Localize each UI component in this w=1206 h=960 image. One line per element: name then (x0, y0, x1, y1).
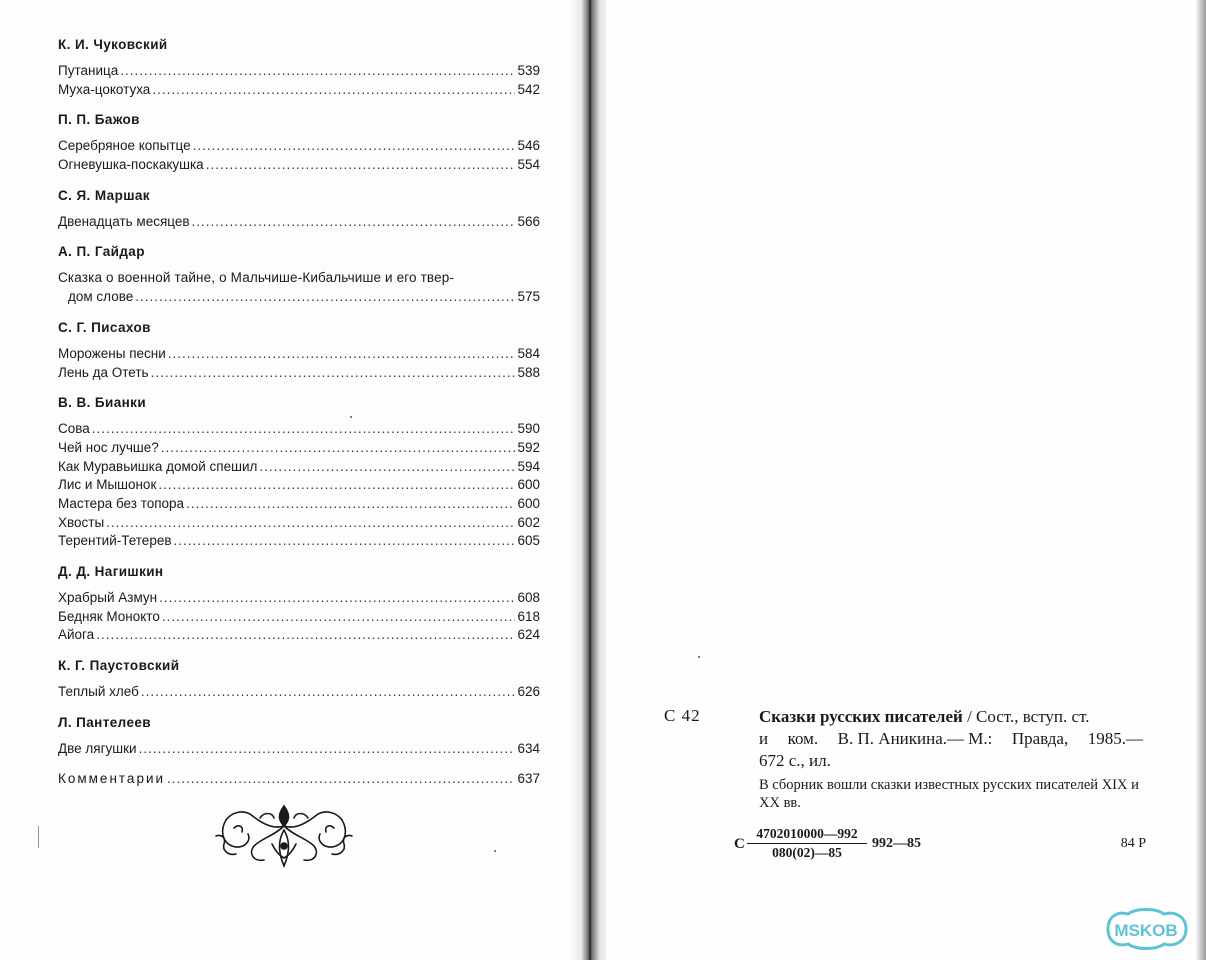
toc-entry-title: Бедняк Монокто (58, 608, 160, 624)
toc-author: К. Г. Паустовский (58, 658, 180, 674)
toc-sections (58, 36, 540, 758)
toc-entry-title: Муха-цокотуха (58, 81, 151, 97)
toc-entry[interactable] (58, 532, 540, 551)
toc-entry[interactable] (58, 364, 540, 383)
dot-leader (161, 439, 516, 458)
toc-entry[interactable] (58, 608, 540, 627)
toc-entry-title: Айога (58, 627, 95, 643)
floral-ornament-icon (212, 800, 356, 872)
toc-section (58, 243, 540, 306)
toc-section (58, 657, 540, 702)
toc-section (58, 111, 540, 174)
toc-entry-page: 539 (517, 63, 540, 78)
toc-entry-page: 600 (517, 477, 540, 493)
toc-entry-page: 605 (517, 533, 540, 549)
toc-entry-title: Хвосты (58, 514, 105, 530)
toc-author: Л. Пантелеев (58, 714, 151, 730)
toc-entry-title: Двенадцать месяцев (58, 213, 190, 229)
toc-entry[interactable] (58, 345, 540, 364)
toc-entry-title: Огневушка-поскакушка (58, 157, 204, 173)
page-edge (1196, 0, 1206, 960)
dot-leader (159, 589, 515, 608)
toc-entry-page: 626 (517, 684, 540, 700)
toc-entry-page: 588 (517, 364, 540, 380)
toc-entry-page: 618 (517, 608, 540, 624)
dot-leader (259, 458, 515, 477)
toc-section (58, 394, 540, 551)
toc-entry-page: 602 (517, 514, 540, 530)
toc-entry-page: 575 (517, 289, 540, 305)
bib-line-2 (759, 728, 1143, 750)
watermark-text: MSKOB (1114, 921, 1178, 940)
bib-responsibility: / Сост., вступ. ст. (962, 707, 1090, 726)
bib-word: ком. (787, 729, 819, 748)
scan-speck (350, 416, 352, 418)
toc-entry-title: Терентий-Тетерев (58, 533, 172, 549)
toc-section (58, 187, 540, 232)
book-title: Сказки русских писателей (759, 707, 963, 726)
bib-word: Правда, (1011, 729, 1069, 748)
toc-entry-title: Храбрый Азмун (58, 590, 158, 605)
toc-entry[interactable] (58, 420, 540, 439)
toc-section (58, 319, 540, 382)
toc-entry-title: Мастера без топора (58, 495, 185, 511)
toc-entry-title: Чей нос лучше? (58, 439, 159, 455)
dot-leader (192, 213, 516, 232)
bib-word: 1985.— (1087, 729, 1143, 748)
bib-word: В. П. Аникина.— М.: (837, 729, 993, 748)
toc-entry-page: 566 (517, 213, 540, 229)
toc-entry-page: 600 (517, 495, 540, 511)
toc-entry[interactable] (58, 439, 540, 458)
toc-entry-page: 554 (517, 157, 540, 173)
toc-entry[interactable] (58, 626, 540, 645)
toc-entry[interactable] (58, 476, 540, 495)
toc-entry-title: Лис и Мышонок (58, 477, 157, 493)
dot-leader (193, 137, 516, 156)
toc-entry[interactable] (58, 589, 540, 608)
toc-section (58, 714, 540, 759)
toc-entry[interactable] (58, 81, 540, 100)
toc-entry-title: Лень да Отеть (58, 364, 149, 380)
bib-line-1 (759, 706, 1143, 728)
left-page (0, 0, 585, 960)
toc-entry[interactable] (58, 288, 540, 307)
code-prefix: С (734, 836, 745, 852)
toc-comments-entry[interactable] (58, 770, 540, 789)
dot-leader (106, 514, 515, 533)
dot-leader (151, 364, 516, 383)
toc-entry-title[interactable]: Сказка о военной тайне, о Мальчише-Кибальчише и его твер- (58, 270, 455, 286)
code-numerator: 4702010000—992 (747, 826, 867, 844)
toc-entry-page: 594 (517, 458, 540, 474)
dot-leader (186, 495, 515, 514)
toc-author: С. Г. Писахов (58, 319, 151, 335)
scan-speck (494, 850, 496, 852)
bib-line-1-text (759, 706, 1089, 728)
toc-entry-page: 624 (517, 627, 540, 643)
dot-leader (158, 476, 515, 495)
price-code: 84 Р (1120, 836, 1146, 851)
toc-entry-page: 634 (517, 740, 540, 756)
toc-comments-page: 637 (517, 771, 540, 787)
annotation-text: В сборник вошли сказки известных русских писателей XIX и XX вв. (759, 777, 1139, 811)
dot-leader (139, 740, 516, 759)
toc-entry-title: Серебряное копытце (58, 138, 191, 154)
classification-code: С 42 (664, 706, 701, 725)
toc-entry-title: Теплый хлеб (58, 684, 139, 700)
toc-author: Д. Д. Нагишкин (58, 564, 164, 579)
scan-mark (38, 826, 39, 848)
toc-entry-title: дом слове (68, 289, 134, 305)
toc-entry[interactable] (58, 156, 540, 175)
dot-leader (96, 626, 515, 645)
toc-entry-page: 592 (517, 439, 540, 455)
toc-author: П. П. Бажов (58, 112, 140, 128)
toc-author: В. В. Бианки (58, 395, 147, 411)
toc-entry[interactable] (58, 495, 540, 514)
toc-comments-title: Комментарии (58, 771, 166, 787)
toc-entry[interactable] (58, 683, 540, 702)
dot-leader (135, 288, 515, 307)
bib-word: и (759, 729, 769, 748)
toc-entry[interactable] (58, 514, 540, 533)
toc-author: К. И. Чуковский (58, 37, 168, 52)
dot-leader (141, 683, 516, 702)
bibliographic-record (759, 706, 1143, 772)
code-denominator: 080(02)—85 (772, 845, 842, 860)
dot-leader (168, 345, 516, 364)
toc-author: А. П. Гайдар (58, 244, 145, 260)
toc-entry-title: Как Муравьишка домой спешил (58, 458, 258, 474)
bib-extent: 672 с., ил. (759, 751, 831, 770)
toc-entry[interactable] (58, 137, 540, 156)
toc-entry[interactable] (58, 740, 540, 759)
table-of-contents (58, 36, 540, 789)
code-tail: 992—85 (872, 836, 921, 851)
toc-entry-title: Две лягушки (58, 740, 137, 756)
dot-leader (120, 62, 515, 81)
toc-entry-title: Путаница (58, 63, 119, 78)
toc-entry[interactable] (58, 62, 540, 81)
scan-speck (698, 656, 700, 658)
toc-entry[interactable] (58, 213, 540, 232)
toc-section (58, 563, 540, 645)
dot-leader (174, 532, 516, 551)
dot-leader (206, 156, 516, 175)
toc-entry-title: Сова (58, 421, 90, 437)
toc-author: С. Я. Маршак (58, 187, 150, 203)
toc-entry[interactable] (58, 458, 540, 477)
toc-entry-page: 608 (517, 590, 540, 605)
toc-entry-page: 590 (517, 421, 540, 437)
watermark-logo-icon[interactable] (1098, 906, 1194, 952)
toc-entry-page: 542 (517, 81, 540, 97)
dot-leader (162, 608, 516, 627)
toc-entry-title: Морожены песни (58, 345, 166, 361)
right-page (606, 0, 1206, 960)
toc-section (58, 36, 540, 99)
dot-leader (167, 770, 515, 789)
dot-leader (92, 420, 516, 439)
dot-leader (152, 81, 515, 100)
code-fraction (747, 826, 867, 861)
toc-entry-page: 546 (517, 138, 540, 154)
toc-entry-page: 584 (517, 345, 540, 361)
classification-block (734, 826, 1148, 866)
bib-line-3 (759, 750, 1143, 772)
